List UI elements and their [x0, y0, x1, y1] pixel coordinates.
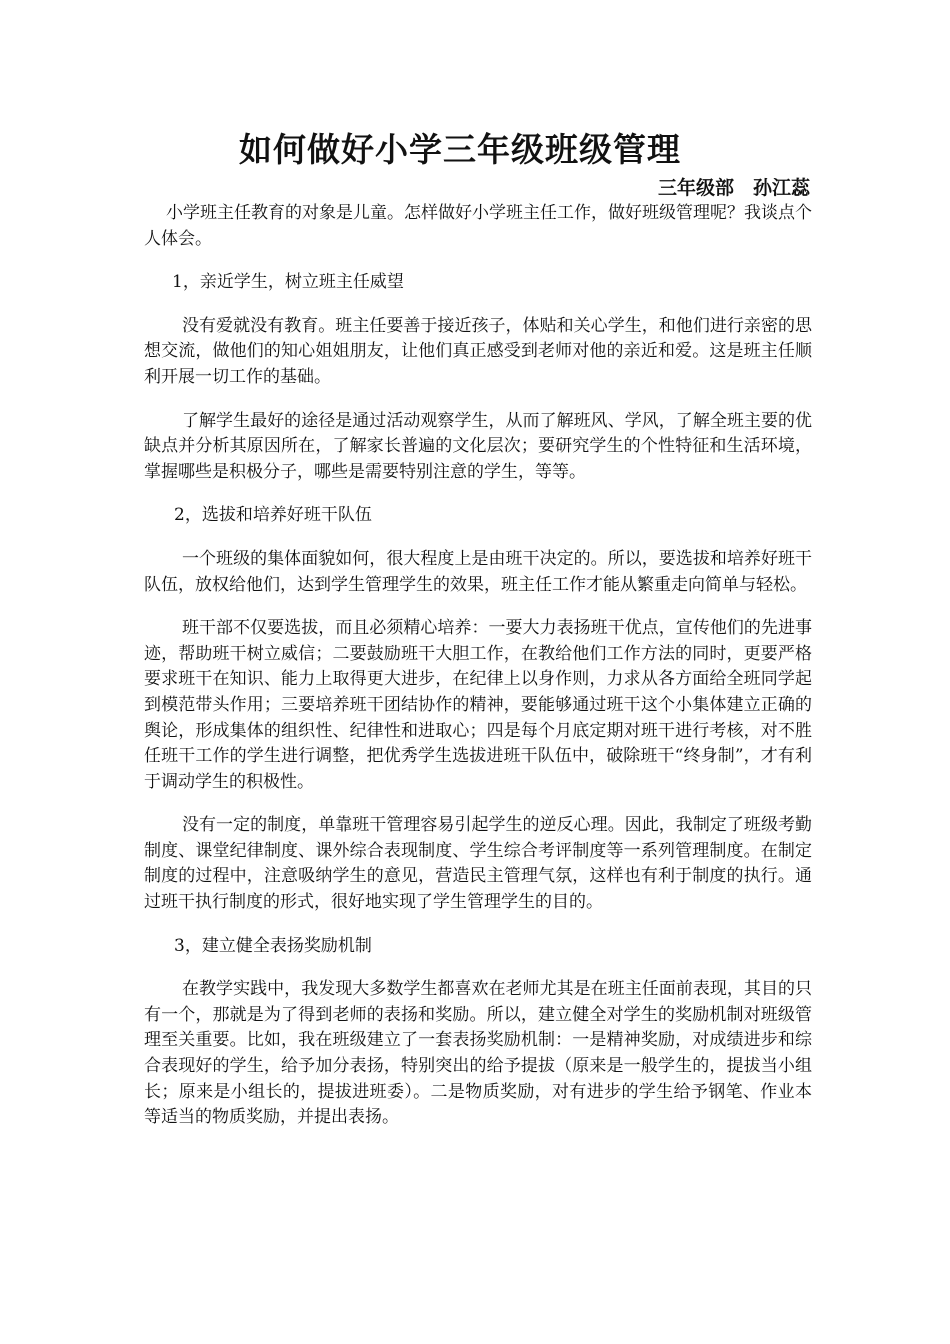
author-byline: 三年级部 孙江蕊	[657, 177, 810, 199]
section-2-paragraph-2: 班干部不仅要选拔，而且必须精心培养：一要大力表扬班干优点，宣传他们的先进事迹，帮助班干树立威信；二要鼓励班干大胆工作，在教给他们工作方法的同时，更要严格要求班干在知识、能力上取得更大进步，在纪律上以身作则，力求从各方面给全班同学起到模范带头作用；三要培养班干团结协作的精神，要能够通过班干这个小集体建立正确的舆论，形成集体的组织性、纪律性和进取心；四是每个月底定期对班干进行考核，对不胜任班干工作的学生进行调整，把优秀学生选拔进班干队伍中，破除班干“终身制”，才有利于调动学生的积极性。	[144, 618, 812, 792]
section-1-heading: 1，亲近学生，树立班主任威望	[172, 272, 404, 293]
section-3-paragraph-1: 在教学实践中，我发现大多数学生都喜欢在老师尤其是在班主任面前表现，其目的只有一个，那就是为了得到老师的表扬和奖励。所以，建立健全对学生的奖励机制对班级管理至关重要。比如，我在班级建立了一套表扬奖励机制：一是精神奖励，对成绩进步和综合表现好的学生，给予加分表扬，特别突出的给予提拔（原来是一般学生的，提拔当小组长；原来是小组长的，提拔进班委）。二是物质奖励，对有进步的学生给予钢笔、作业本等适当的物质奖励，并提出表扬。	[144, 979, 812, 1128]
section-3-heading: 3，建立健全表扬奖励机制	[174, 935, 372, 956]
section-2-paragraph-3: 没有一定的制度，单靠班干管理容易引起学生的逆反心理。因此，我制定了班级考勤制度、课堂纪律制度、课外综合表现制度、学生综合考评制度等一系列管理制度。在制定制度的过程中，注意吸纳学生的意见，营造民主管理气氛，这样也有利于制度的执行。通过班干执行制度的形式，很好地实现了学生管理学生的目的。	[144, 815, 812, 913]
section-1-paragraph-1: 没有爱就没有教育。班主任要善于接近孩子，体贴和关心学生，和他们进行亲密的思想交流，做他们的知心姐姐朋友，让他们真正感受到老师对他的亲近和爱。这是班主任顺利开展一切工作的基础。	[144, 315, 812, 387]
section-2-paragraph-1: 一个班级的集体面貌如何，很大程度上是由班干决定的。所以，要选拔和培养好班干队伍，放权给他们，达到学生管理学生的效果，班主任工作才能从繁重走向简单与轻松。	[144, 548, 812, 595]
section-2-heading: 2，选拔和培养好班干队伍	[174, 505, 372, 526]
section-1-paragraph-2: 了解学生最好的途径是通过活动观察学生，从而了解班风、学风，了解全班主要的优缺点并分析其原因所在，了解家长普遍的文化层次；要研究学生的个性特征和生活环境，掌握哪些是积极分子，哪些是需要特别注意的学生，等等。	[144, 410, 812, 482]
intro-paragraph: 小学班主任教育的对象是儿童。怎样做好小学班主任工作，做好班级管理呢？我谈点个人体会。	[144, 203, 812, 249]
document-body	[144, 201, 812, 1131]
document-title: 如何做好小学三年级班级管理	[239, 130, 681, 169]
